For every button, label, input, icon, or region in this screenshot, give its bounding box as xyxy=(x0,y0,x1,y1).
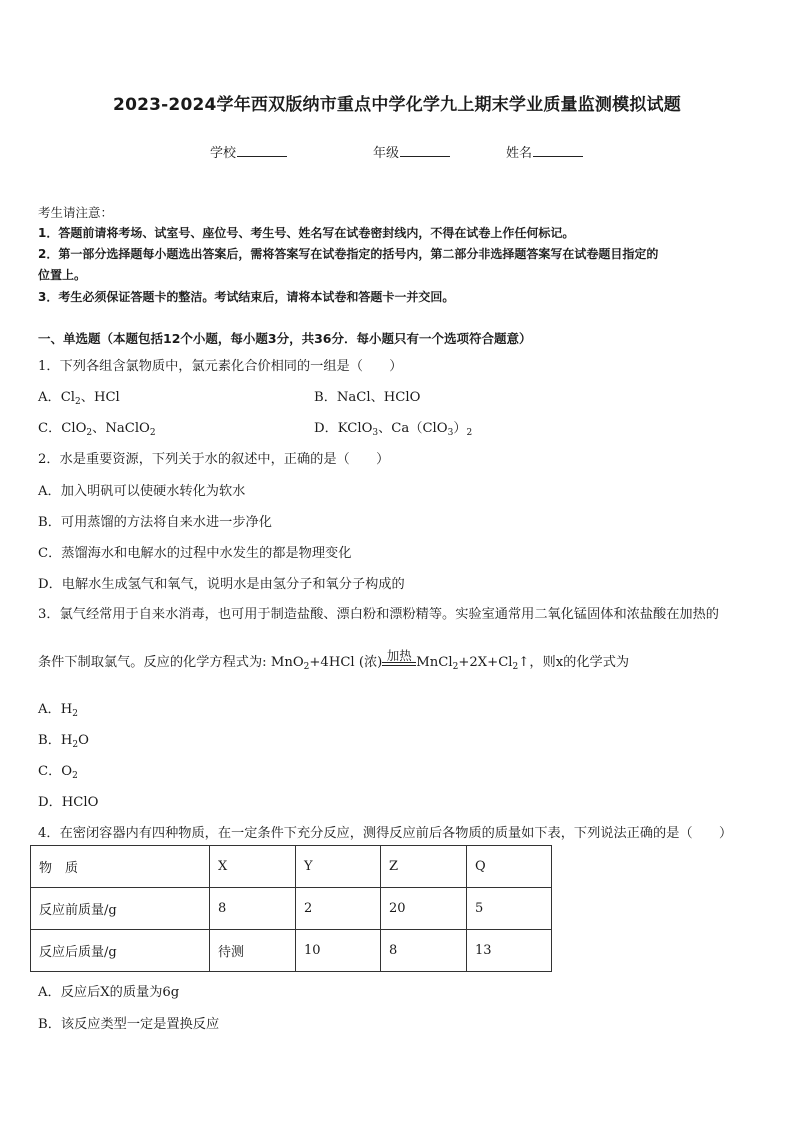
q4-option-a[interactable]: A．反应后X的质量为6g xyxy=(38,985,180,1000)
notice-item: 2．第一部分选择题每小题选出答案后，需将答案写在试卷指定的括号内，第二部分非选择题答案写在试卷题目指定的 xyxy=(38,247,659,261)
table-cell: X xyxy=(210,846,296,888)
mass-table xyxy=(30,845,552,972)
q1-option-a[interactable]: A．$Cl_2$、HCl xyxy=(38,390,120,407)
table-cell: 5 xyxy=(467,888,552,930)
q3-option-a[interactable]: A．$H_2$ xyxy=(38,702,78,719)
q3-option-c[interactable]: C．$O_2$ xyxy=(38,764,78,781)
q3-option-b[interactable]: B．$H_2O$ xyxy=(38,733,89,750)
page-title: 2023-2024学年西双版纳市重点中学化学九上期末学业质量监测模拟试题 xyxy=(113,95,681,115)
question-2-stem: 2．水是重要资源，下列关于水的叙述中，正确的是（ ） xyxy=(38,452,390,467)
school-blank[interactable] xyxy=(237,144,287,157)
question-3-stem-line1: 3．氯气经常用于自来水消毒，也可用于制造盐酸、漂白粉和漂粉精等。实验室通常用二氧化锰固体和浓盐酸在加热的 xyxy=(38,607,719,622)
q2-option-d[interactable]: D．电解水生成氢气和氧气，说明水是由氢分子和氧分子构成的 xyxy=(38,577,405,592)
question-3-stem-line2: 条件下制取氯气。反应的化学方程式为: MnO$_2$+4HCl (浓) 加热 $MnCl_2+2X+Cl_2↑$，则x的化学式为 xyxy=(38,648,630,672)
q1-option-c[interactable]: C．ClO$_2$、NaClO$_2$ xyxy=(38,421,156,438)
grade-label: 年级 xyxy=(373,146,400,161)
table-row xyxy=(31,846,552,888)
section-heading: 一、单选题（本题包括12个小题，每小题3分，共36分．每小题只有一个选项符合题意） xyxy=(38,331,532,346)
notice-item: 位置上。 xyxy=(38,268,87,282)
table-cell: 反应后质量/g xyxy=(31,930,210,972)
q1-option-d[interactable]: D．KClO$_3$、$Ca(ClO_3)_2$ xyxy=(314,421,473,438)
q2-option-a[interactable]: A．加入明矾可以使硬水转化为软水 xyxy=(38,484,246,499)
table-cell: Z xyxy=(381,846,467,888)
q4-option-b[interactable]: B．该反应类型一定是置换反应 xyxy=(38,1017,220,1032)
table-cell: 8 xyxy=(210,888,296,930)
school-label: 学校 xyxy=(210,146,237,161)
grade-field[interactable] xyxy=(373,142,450,161)
table-cell: 反应前质量/g xyxy=(31,888,210,930)
name-blank[interactable] xyxy=(533,144,583,157)
q2-option-c[interactable]: C．蒸馏海水和电解水的过程中水发生的都是物理变化 xyxy=(38,546,352,561)
question-4-stem: 4．在密闭容器内有四种物质，在一定条件下充分反应，测得反应前后各物质的质量如下表，下列说法正确的是（ ） xyxy=(38,826,733,841)
q3-option-d[interactable]: D．HClO xyxy=(38,795,99,810)
notice-item: 3．考生必须保证答题卡的整洁。考试结束后，请将本试卷和答题卡一并交回。 xyxy=(38,290,455,304)
table-cell: 13 xyxy=(467,930,552,972)
table-cell: 2 xyxy=(296,888,381,930)
table-cell: 8 xyxy=(381,930,467,972)
grade-blank[interactable] xyxy=(400,144,450,157)
table-cell: 20 xyxy=(381,888,467,930)
table-cell: Y xyxy=(296,846,381,888)
table-cell: Q xyxy=(467,846,552,888)
name-label: 姓名 xyxy=(506,146,533,161)
table-cell: 10 xyxy=(296,930,381,972)
notice-item: 1．答题前请将考场、试室号、座位号、考生号、姓名写在试卷密封线内，不得在试卷上作任何标记。 xyxy=(38,226,575,240)
notice-heading: 考生请注意： xyxy=(38,205,114,220)
table-row xyxy=(31,930,552,972)
table-cell: 待测 xyxy=(210,930,296,972)
table-cell: 物 质 xyxy=(31,846,210,888)
q2-option-b[interactable]: B．可用蒸馏的方法将自来水进一步净化 xyxy=(38,515,272,530)
q1-option-b[interactable]: B．NaCl、HClO xyxy=(314,390,421,405)
name-field[interactable] xyxy=(506,142,583,161)
table-row xyxy=(31,888,552,930)
question-1-stem: 1．下列各组含氯物质中，氯元素化合价相同的一组是（ ） xyxy=(38,359,403,374)
school-field[interactable] xyxy=(210,142,287,161)
